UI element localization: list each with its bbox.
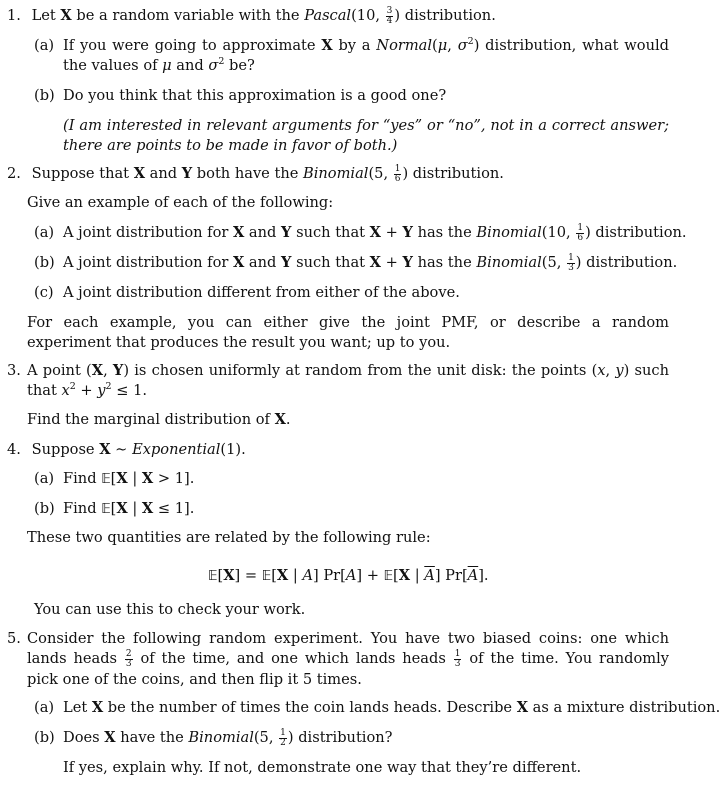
problem-2-part-b-label: (b): [34, 254, 55, 271]
problem-4-note: You can use this to check your work.: [34, 601, 306, 618]
problem-1-note: (I am interested in relevant arguments for “yes” or “no”, not in a correct answer; there are points to be made in favor of both.): [63, 117, 669, 155]
problem-3: A point (X, Y) is chosen uniformly at random from the unit disk: the points (x, y) such that $x^2 + y^2 \le 1$.: [27, 362, 669, 400]
problem-3-prompt: Find the marginal distribution of X.: [27, 411, 291, 428]
problem-4: 4. Suppose X ∼ Exponential(1).: [7, 441, 246, 458]
problem-2-part-a: A joint distribution for X and Y such that X + Y has the Binomial(10, $\frac{1}{6}$ ) distribution.: [63, 222, 687, 243]
problem-2-part-b: A joint distribution for X and Y such that X + Y has the Binomial(5, $\frac{1}{3}$ ) distribution.: [63, 252, 678, 273]
problem-1-part-b-label: (b): [34, 87, 55, 104]
problem-5-number: 5.: [7, 630, 21, 647]
problem-number: 2.: [7, 165, 21, 182]
problem-5: Consider the following random experiment. You have two biased coins: one which lands heads $\frac{2}{3}$ of the time, and one which lands heads $\frac{1}{3}$ of the time. You randomly pick one of the coins, and then flip it 5 times.: [27, 630, 670, 688]
problem-number: 1.: [7, 7, 21, 24]
problem-2-prompt: Give an example of each of the following:: [27, 194, 334, 211]
problem-4-equation: 𝔼[X] = 𝔼[X | A] Pr[A] + 𝔼[X | $\overline{A}$] $Pr[\overline{A}]$.: [208, 567, 489, 584]
problem-2: 2. Suppose that X and Y both have the Binomial(5, $\frac{1}{6}$ ) distribution.: [7, 163, 504, 184]
problem-4-part-a-label: (a): [34, 470, 55, 487]
problem-5-part-a: Let X be the number of times the coin lands heads. Describe X as a mixture distribution.: [63, 699, 720, 716]
problem-5-part-a-label: (a): [34, 699, 55, 716]
problem-1-part-b: Do you think that this approximation is a good one?: [63, 87, 447, 104]
problem-5-part-b: Does X have the Binomial(5, $\frac{1}{2}$ ) distribution?: [63, 727, 393, 748]
problem-2-part-c: A joint distribution different from either of the above.: [63, 284, 460, 301]
problem-1-part-a: If you were going to approximate X by a Normal(μ, $\sigma^2$) distribution, what would the values of μ and $\sigma^2$ be?: [63, 36, 669, 75]
problem-number: 4.: [7, 441, 21, 458]
problem-1-part-a-label: (a): [34, 37, 55, 54]
problem-4-part-b-label: (b): [34, 500, 55, 517]
problem-3-number: 3.: [7, 362, 21, 379]
problem-4-part-b: Find 𝔼[X | X ≤ 1].: [63, 500, 195, 517]
problem-1: 1. Let X be a random variable with the Pascal(10, $\frac{3}{4}$ ) distribution.: [7, 5, 496, 26]
problem-5-part-b-label: (b): [34, 729, 55, 746]
problem-4-prompt: These two quantities are related by the following rule:: [27, 529, 431, 546]
problem-2-part-a-label: (a): [34, 224, 55, 241]
problem-2-part-c-label: (c): [34, 284, 54, 301]
problem-2-note: For each example, you can either give the joint PMF, or describe a random experiment that produces the result you want; up to you.: [27, 314, 669, 352]
problem-4-part-a: Find 𝔼[X | X > 1].: [63, 470, 195, 487]
problem-5-note: If yes, explain why. If not, demonstrate one way that they’re different.: [63, 759, 582, 776]
